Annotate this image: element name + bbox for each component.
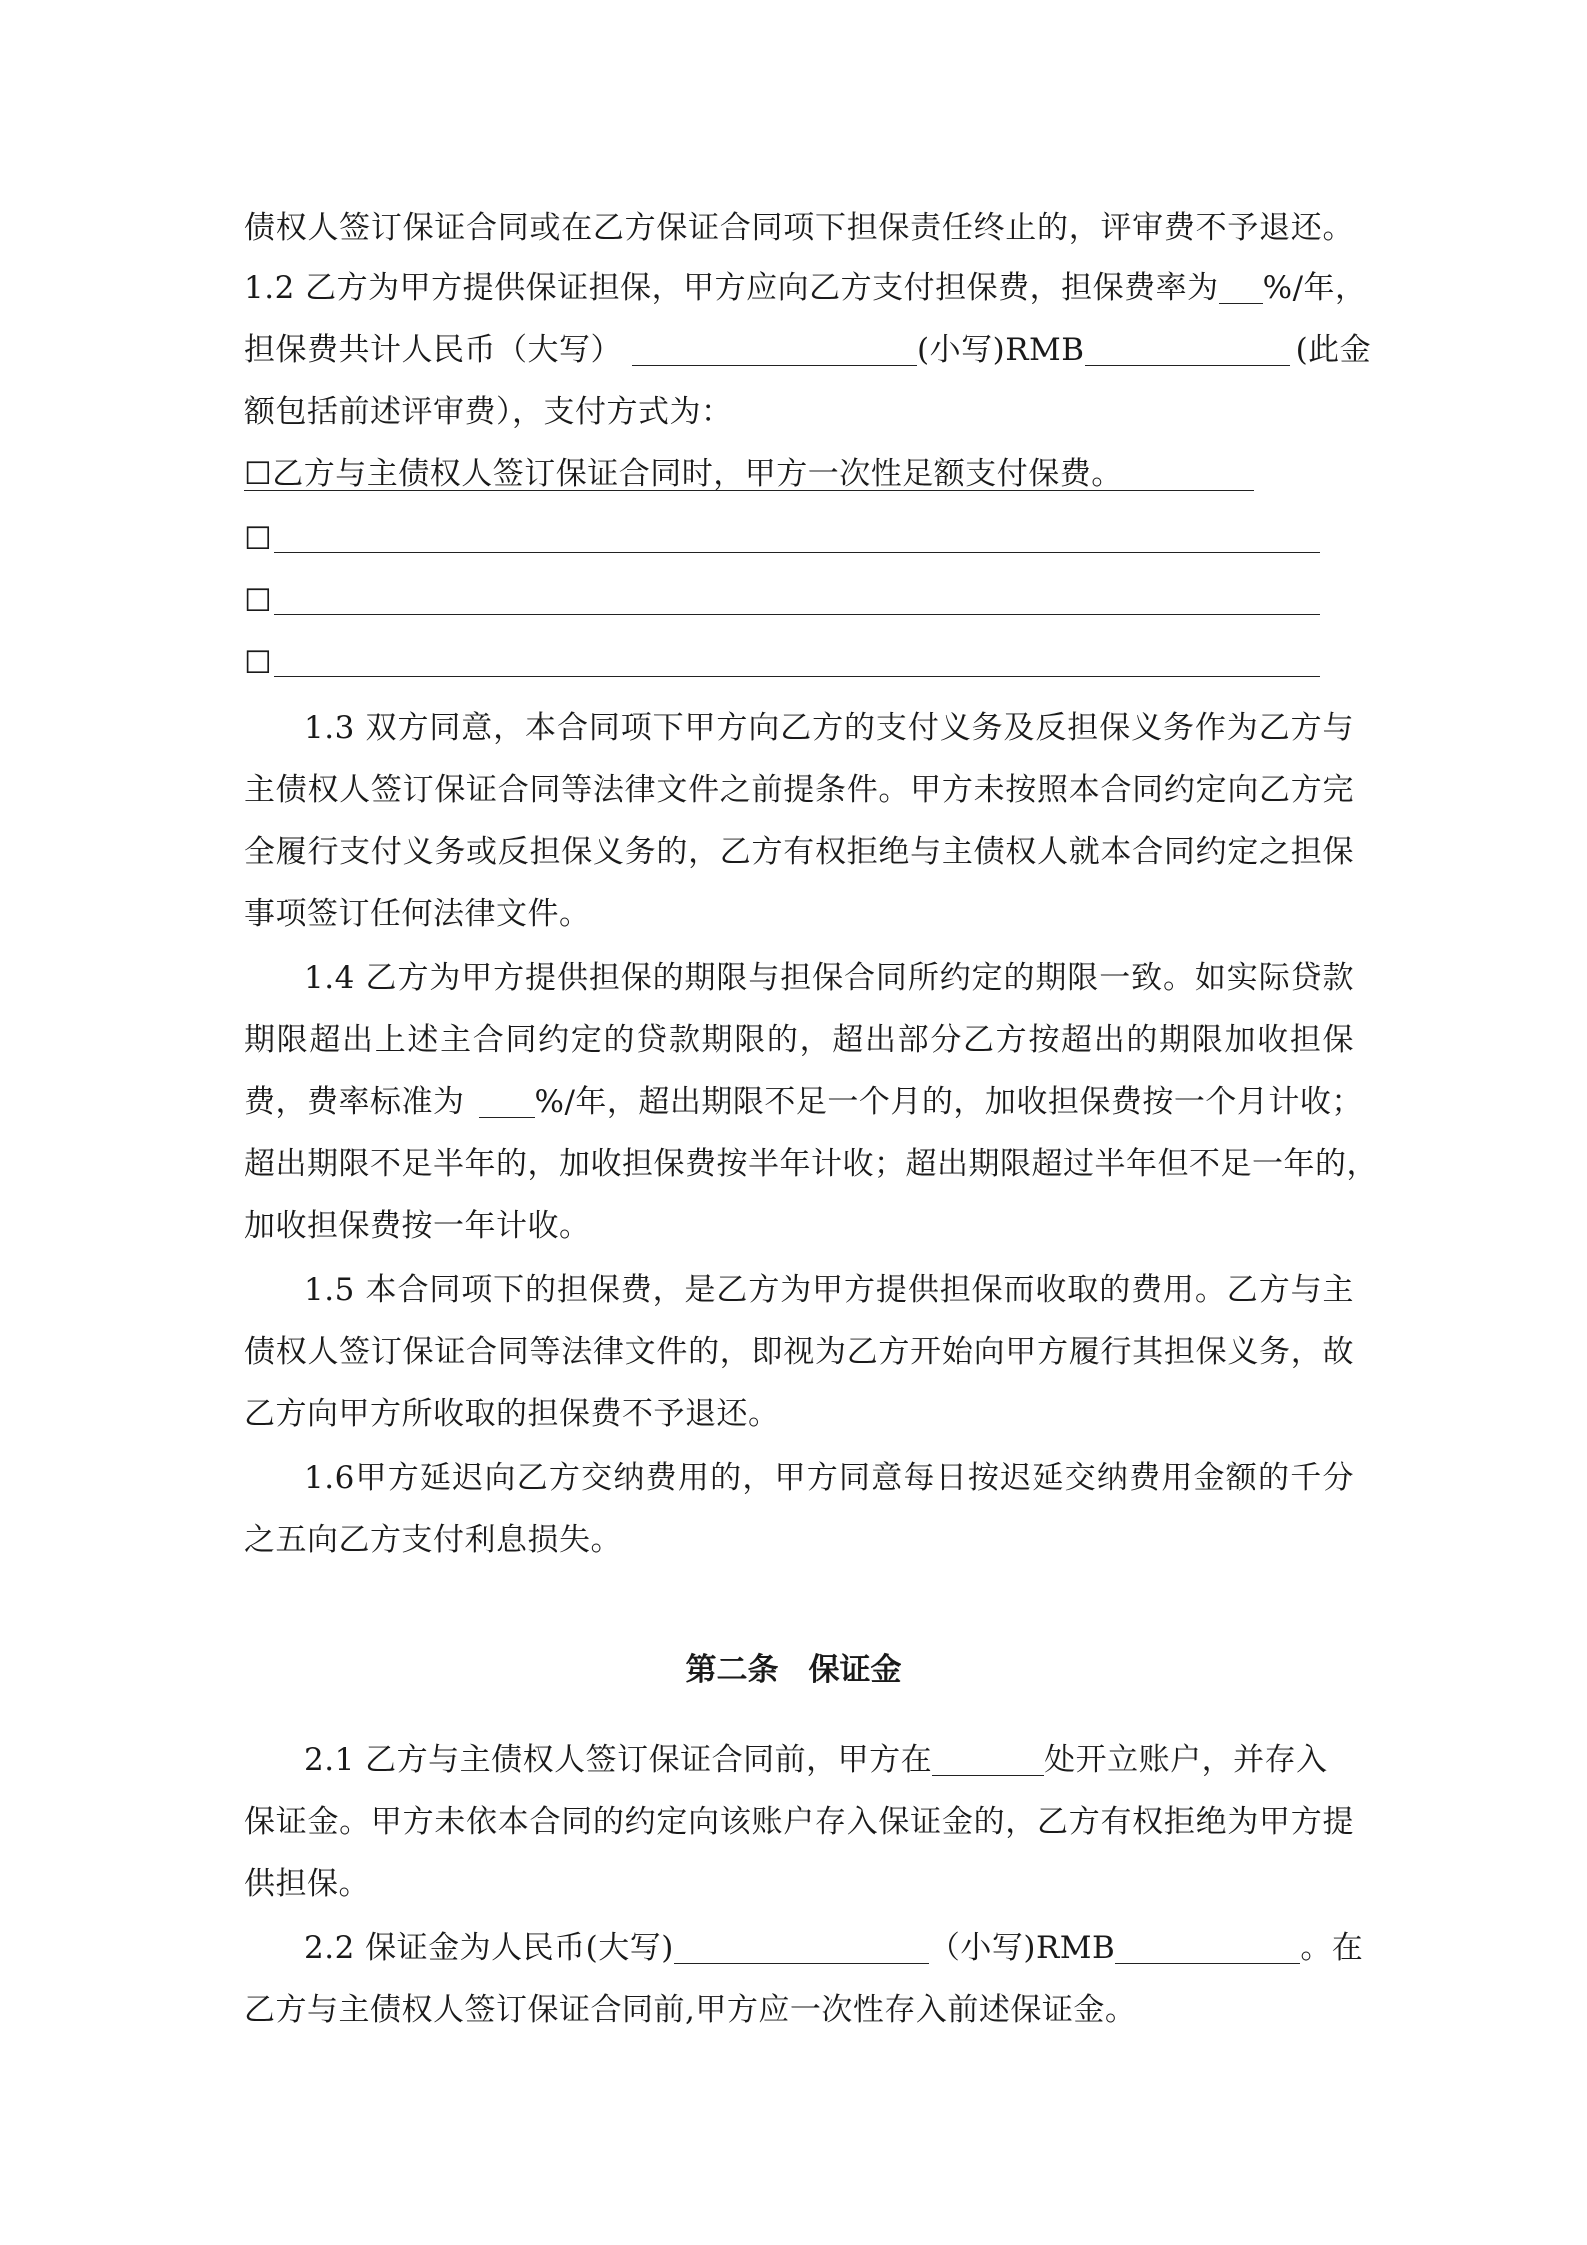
clause-2-1-line-1: 2.1 乙方与主债权人签订保证合同前，甲方在 处开立账户，并存入 xyxy=(304,1742,1328,1778)
fee-total-rmb-blank[interactable] xyxy=(1085,333,1290,366)
clause-1-3-line-4: 事项签订任何法律文件。 xyxy=(244,896,591,932)
extra-fee-rate-blank[interactable] xyxy=(479,1085,535,1118)
option-blank[interactable] xyxy=(274,640,1320,677)
clause-1-2-line-3: 额包括前述评审费），支付方式为： xyxy=(244,394,733,430)
clause-1-3-line-1: 1.3 双方同意，本合同项下甲方向乙方的支付义务及反担保义务作为乙方与 xyxy=(304,710,1354,746)
article-2-heading: 第二条 保证金 xyxy=(685,1652,902,1688)
deposit-uppercase-blank[interactable] xyxy=(674,1931,929,1964)
clause-1-4-line-3: 费，费率标准为 %/年，超出期限不足一个月的，加收担保费按一个月计收； xyxy=(244,1084,1363,1120)
checkbox-icon[interactable]: ☐ xyxy=(244,521,273,557)
clause-1-2-line-2: 担保费共计人民币（大写） (小写)RMB (此金 xyxy=(244,332,1372,368)
checkbox-icon[interactable]: ☐ xyxy=(244,583,273,619)
payment-option-3[interactable] xyxy=(244,578,1354,618)
clause-1-6-line-2: 之五向乙方支付利息损失。 xyxy=(244,1522,622,1558)
clause-1-4-line-4: 超出期限不足半年的，加收担保费按半年计收；超出期限超过半年但不足一年的， xyxy=(244,1146,1378,1182)
option-blank[interactable] xyxy=(274,578,1320,615)
clause-1-5-line-3: 乙方向甲方所收取的担保费不予退还。 xyxy=(244,1396,780,1432)
clause-2-2-line-1: 2.2 保证金为人民币(大写) （小写)RMB 。在 xyxy=(304,1930,1364,1966)
clause-2-2-line-2: 乙方与主债权人签订保证合同前,甲方应一次性存入前述保证金。 xyxy=(244,1992,1137,2028)
clause-1-4-line-2: 期限超出上述主合同约定的贷款期限的，超出部分乙方按超出的期限加收担保 xyxy=(244,1022,1354,1058)
payment-option-4[interactable] xyxy=(244,640,1354,680)
bank-name-blank[interactable] xyxy=(932,1743,1044,1776)
payment-option-1[interactable]: ☐乙方与主债权人签订保证合同时，甲方一次性足额支付保费。 xyxy=(244,454,1354,494)
option-blank[interactable] xyxy=(274,516,1320,553)
text-line: 债权人签订保证合同或在乙方保证合同项下担保责任终止的，评审费不予退还。 xyxy=(244,210,1354,246)
clause-1-3-line-2: 主债权人签订保证合同等法律文件之前提条件。甲方未按照本合同约定向乙方完 xyxy=(244,772,1354,808)
clause-1-5-line-2: 债权人签订保证合同等法律文件的，即视为乙方开始向甲方履行其担保义务，故 xyxy=(244,1334,1354,1370)
clause-1-2-line-1: 1.2 乙方为甲方提供保证担保，甲方应向乙方支付担保费，担保费率为 %/年， xyxy=(244,270,1367,306)
checkbox-icon[interactable]: ☐ xyxy=(244,645,273,681)
clause-1-5-line-1: 1.5 本合同项下的担保费，是乙方为甲方提供担保而收取的费用。乙方与主 xyxy=(304,1272,1354,1308)
clause-1-4-line-1: 1.4 乙方为甲方提供担保的期限与担保合同所约定的期限一致。如实际贷款 xyxy=(304,960,1354,996)
clause-2-1-line-2: 保证金。甲方未依本合同的约定向该账户存入保证金的，乙方有权拒绝为甲方提 xyxy=(244,1804,1354,1840)
payment-option-2[interactable] xyxy=(244,516,1354,556)
deposit-rmb-blank[interactable] xyxy=(1115,1931,1300,1964)
clause-1-6-line-1: 1.6甲方延迟向乙方交纳费用的，甲方同意每日按迟延交纳费用金额的千分 xyxy=(304,1460,1354,1496)
fee-total-uppercase-blank[interactable] xyxy=(632,333,917,366)
clause-1-3-line-3: 全履行支付义务或反担保义务的，乙方有权拒绝与主债权人就本合同约定之担保 xyxy=(244,834,1354,870)
fee-rate-blank[interactable] xyxy=(1219,271,1263,304)
clause-2-1-line-3: 供担保。 xyxy=(244,1866,370,1902)
clause-1-4-line-5: 加收担保费按一年计收。 xyxy=(244,1208,591,1244)
